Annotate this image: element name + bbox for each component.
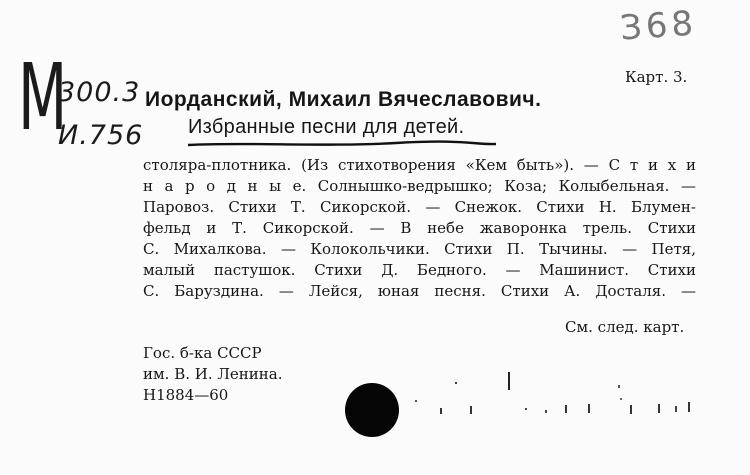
body-line: н а р о д н ы е. Солнышко-ведрышко; Коза; Колыбельная. — [143,177,696,195]
book-title: Избранные песни для детей. [188,116,465,138]
handwritten-corner-number: З68 [618,3,699,49]
body-line: фельд и Т. Сикорской. — В небе жаворонка трель. Стихи [143,219,696,237]
body-line: С. Баруздина. — Лейся, юная песня. Стихи А. Досталя. — [143,282,696,300]
body-line: Паровоз. Стихи Т. Сикорской. — Снежок. Стихи Н. Блумен- [143,198,696,216]
body-line: столяра-плотника. (Из стихотворения «Кем быть»). — С т и х и [143,156,696,174]
handwritten-call-letter: М [18,44,68,151]
library-line: им. В. И. Ленина. [143,365,283,383]
see-next-card-note: См. след. карт. [565,318,685,336]
card-number: Карт. 3. [625,68,688,86]
body-line: малый пастушок. Стихи Д. Бедного. — Машинист. Стихи [143,261,696,279]
library-imprint [143,343,282,406]
card-body-text [143,155,696,302]
title-handwritten-underline [186,140,498,148]
author-heading: Иорданский, Михаил Вячеславович. [145,88,542,111]
library-line: Гос. б-ка СССР [143,344,262,362]
library-line: Н1884—60 [143,386,229,404]
handwritten-shelf-mark-bottom: И.756 [58,120,144,151]
handwritten-shelf-mark-top: 300.3 [58,77,141,108]
scan-specks [320,360,710,420]
body-line: С. Михалкова. — Колокольчики. Стихи П. Тычины. — Петя, [143,240,696,258]
